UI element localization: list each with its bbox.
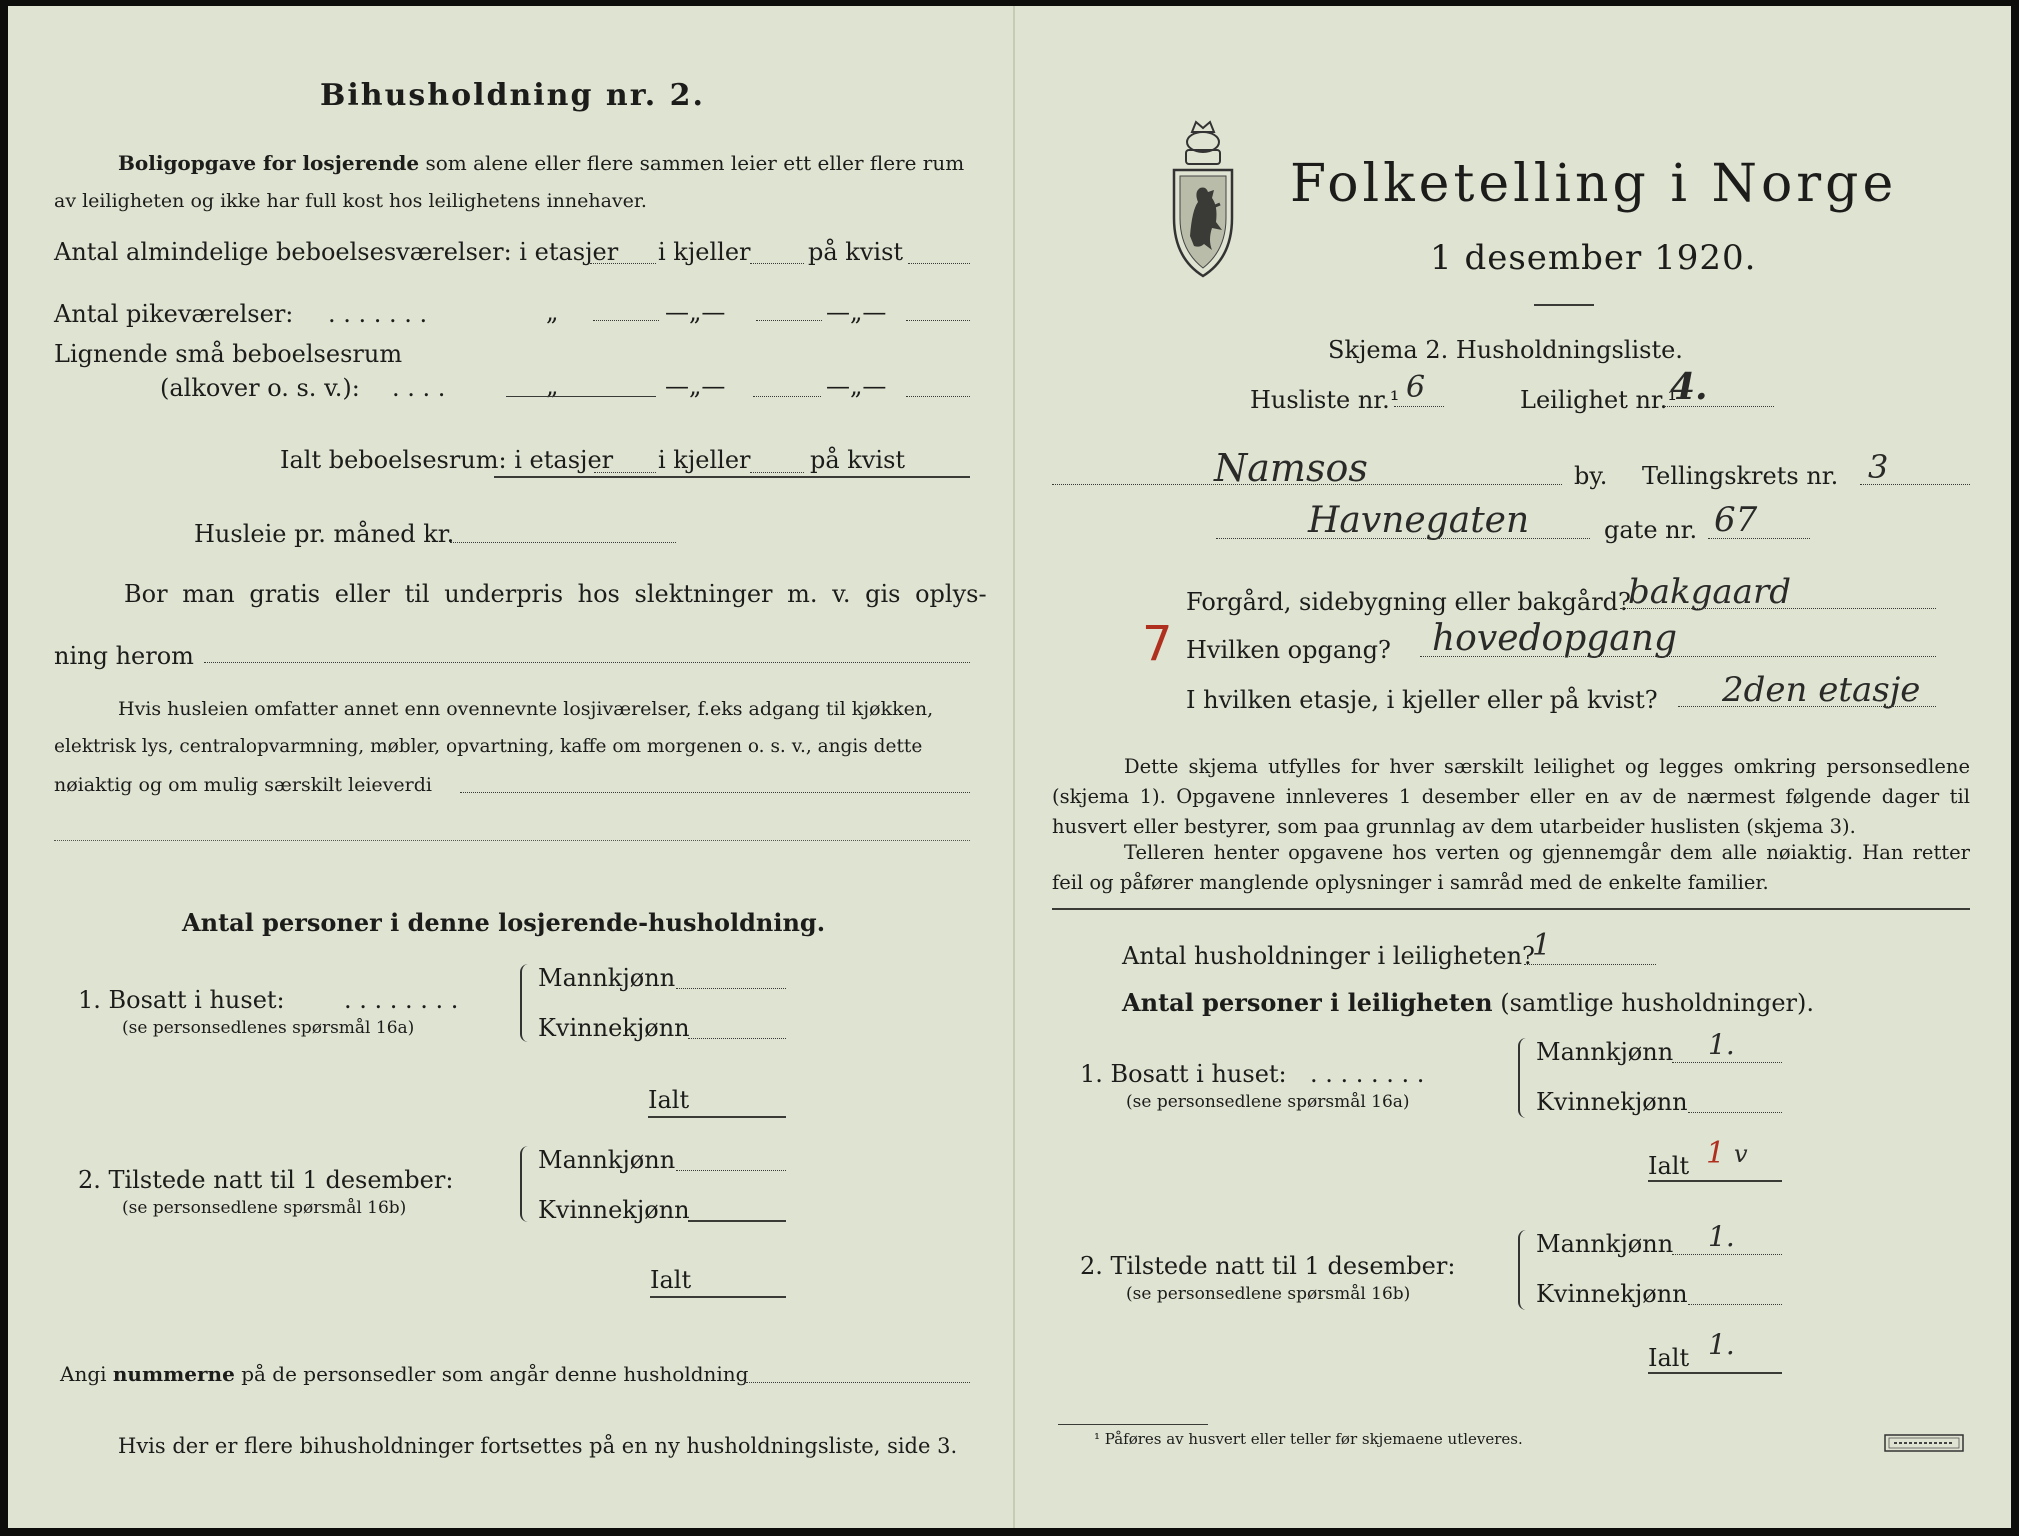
ialt-rooms-underline (494, 476, 970, 478)
opgang-line (1420, 656, 1936, 657)
bor-line2: ning herom (54, 642, 194, 670)
footnote-rule (1058, 1424, 1208, 1425)
footnote: ¹ Påføres av husvert eller teller før skjemaene utleveres. (1094, 1430, 1523, 1448)
right-bosatt-mann-value[interactable]: 1. (1708, 1028, 1735, 1061)
pike-kjeller-line[interactable] (756, 320, 822, 321)
info-paragraph (1052, 752, 1970, 842)
census-sheet (8, 6, 2011, 1528)
pike-ditto-2: —„— (665, 298, 726, 326)
right-tilstede-ialt-value[interactable]: 1. (1708, 1328, 1735, 1361)
left-footer: Hvis der er flere bihusholdninger fortsettes på en ny husholdningsliste, side 3. (118, 1434, 958, 1458)
krets-line (1860, 484, 1970, 485)
left-tilstede-brace (520, 1146, 536, 1222)
right-section-rule (1052, 908, 1970, 910)
right-persons-bold: Antal personer i leiligheten (1122, 988, 1493, 1017)
right-date: 1 desember 1920. (1430, 238, 1757, 278)
right-tilstede-ialt-line (1648, 1372, 1782, 1374)
angi-pre: Angi (60, 1362, 107, 1386)
opgang-value[interactable]: hovedopgang (1432, 618, 1678, 659)
husliste-line (1394, 406, 1444, 407)
right-bosatt-label: 1. Bosatt i huset: (1080, 1060, 1287, 1088)
rooms-kjeller-label: i kjeller (658, 238, 751, 266)
left-bosatt-ialt-label: Ialt (648, 1086, 690, 1114)
leilighet-label: Leilighet nr.¹ (1520, 386, 1678, 414)
ialt-kjeller-line[interactable] (750, 472, 804, 473)
lign-ditto-2: —„— (665, 372, 726, 400)
right-title: Folketelling i Norge (1290, 154, 1898, 214)
left-title: Bihusholdning nr. 2. (320, 78, 705, 113)
intro-line2: av leiligheten og ikke har full kost hos leilighetens innehaver. (54, 190, 647, 212)
norwegian-lion-coat-of-arms-icon (1166, 118, 1240, 280)
by-value[interactable]: Namsos (1214, 446, 1368, 490)
skjema-label: Skjema 2. Husholdningsliste. (1328, 336, 1683, 364)
left-tilstede-label: 2. Tilstede natt til 1 desember: (78, 1166, 454, 1194)
left-tilstede-kvinne-label: Kvinnekjønn (538, 1196, 690, 1224)
lign-ditto: „ (546, 372, 559, 400)
ialt-rooms-label: Ialt beboelsesrum: i etasjer (280, 446, 614, 474)
opgang-label: Hvilken opgang? (1186, 636, 1391, 664)
right-tilstede-label: 2. Tilstede natt til 1 desember: (1080, 1252, 1456, 1280)
lign-kjeller-line[interactable] (753, 396, 821, 397)
angi-text (60, 1362, 748, 1386)
right-tilstede-mann-value[interactable]: 1. (1708, 1220, 1735, 1253)
pike-label: Antal pikeværelser: (54, 300, 294, 328)
pike-etasjer-line[interactable] (593, 320, 659, 321)
etasje-line (1678, 706, 1936, 707)
right-tilstede-mann-line (1672, 1254, 1782, 1255)
info-paragraph-2 (1052, 838, 1970, 898)
hush-label: Antal husholdninger i leiligheten? (1122, 942, 1535, 970)
pike-dots: . . . . . . . (328, 300, 428, 328)
left-bosatt-dots: . . . . . . . . (344, 986, 459, 1014)
bor-line1: Bor man gratis eller til underpris hos slektninger m. v. gis oplys- (124, 580, 987, 608)
leieverdi-line[interactable] (460, 792, 970, 793)
info-line5: feil og påfører manglende oplysninger i samråd med de enkelte familier. (1052, 871, 1769, 894)
right-tilstede-kvinne-label: Kvinnekjønn (1536, 1280, 1688, 1308)
left-tilstede-sub: (se personsedlene spørsmål 16b) (122, 1198, 407, 1218)
left-bosatt-kvinne-line[interactable] (688, 1038, 786, 1039)
red-check-mark: 7 (1142, 616, 1173, 672)
info-line3: husvert eller bestyrer, som paa grunnlag av dem utarbeider huslisten (skjema 3). (1052, 815, 1856, 838)
leieverdi-line-2[interactable] (54, 840, 970, 841)
forgaard-line (1620, 608, 1936, 609)
left-bosatt-label: 1. Bosatt i huset: (78, 986, 285, 1014)
right-tilstede-kvinne-line[interactable] (1688, 1304, 1782, 1305)
right-tilstede-sub: (se personsedlene spørsmål 16b) (1126, 1284, 1411, 1304)
right-bosatt-kvinne-line[interactable] (1688, 1112, 1782, 1113)
krets-value[interactable]: 3 (1868, 448, 1889, 486)
husleie-label: Husleie pr. måned kr. (194, 520, 455, 548)
lign-kvist-line[interactable] (906, 396, 970, 397)
right-bosatt-ialt-value[interactable]: 1 (1706, 1136, 1726, 1171)
husleie-line[interactable] (450, 542, 676, 543)
etasje-value[interactable]: 2den etasje (1722, 670, 1921, 710)
gate-nr-line (1708, 538, 1810, 539)
rooms-kvist-line[interactable] (908, 263, 970, 264)
rooms-label: Antal almindelige beboelsesværelser: i etasjer (54, 238, 619, 266)
gate-value[interactable]: Havnegaten (1308, 500, 1530, 541)
right-persons-rest: (samtlige husholdninger). (1500, 989, 1815, 1017)
info-line1: Dette skjema utfylles for hver særskilt leilighet og legges omkring personsedlene (1124, 755, 1970, 778)
forgaard-label: Forgård, sidebygning eller bakgård? (1186, 588, 1631, 616)
rooms-etasjer-line[interactable] (590, 263, 656, 264)
rooms-kvist-label: på kvist (808, 238, 904, 266)
right-bosatt-kvinne-label: Kvinnekjønn (1536, 1088, 1688, 1116)
right-bosatt-dots: . . . . . . . . (1310, 1060, 1425, 1088)
hvis-line1: Hvis husleien omfatter annet enn ovennevnte losjiværelser, f.eks adgang til kjøkken, (118, 698, 934, 720)
printer-stamp-icon (1884, 1434, 1964, 1452)
right-bosatt-mann-label: Mannkjønn (1536, 1038, 1674, 1066)
left-persons-heading: Antal personer i denne losjerende-husholdning. (182, 908, 826, 937)
rooms-kjeller-line[interactable] (750, 263, 804, 264)
leilighet-line (1664, 406, 1774, 407)
right-tilstede-brace (1518, 1230, 1534, 1310)
forgaard-value[interactable]: bakgaard (1628, 572, 1791, 612)
left-bosatt-mann-line[interactable] (676, 988, 786, 989)
etasje-label: I hvilken etasje, i kjeller eller på kvist? (1186, 686, 1658, 714)
lign-label-1: Lignende små beboelsesrum (54, 340, 403, 368)
ialt-etasjer-line[interactable] (594, 472, 656, 473)
left-tilstede-mann-line[interactable] (676, 1170, 786, 1171)
gate-line (1216, 538, 1590, 539)
left-bosatt-sub: (se personsedlenes spørsmål 16a) (122, 1018, 415, 1038)
lign-dots: . . . . (392, 374, 446, 402)
left-tilstede-kvinne-line[interactable] (688, 1220, 786, 1222)
info-line2: (skjema 1). Opgavene innleveres 1 desember eller en av de nærmest følgende dager til (1052, 785, 1970, 808)
intro-line1 (118, 151, 964, 175)
angi-rest: på de personsedler som angår denne husholdning (241, 1362, 749, 1386)
left-bosatt-mann-label: Mannkjønn (538, 964, 676, 992)
hush-line (1524, 964, 1656, 965)
right-bosatt-ialt-line (1648, 1180, 1782, 1182)
angi-line[interactable] (746, 1382, 970, 1383)
husliste-value[interactable]: 6 (1406, 370, 1426, 405)
right-bosatt-sub: (se personsedlene spørsmål 16a) (1126, 1092, 1410, 1112)
lign-etasjer-line[interactable] (506, 396, 656, 397)
intro-bold: Boligopgave for losjerende (118, 151, 420, 175)
page-fold (1013, 6, 1015, 1528)
info-line4: Telleren henter opgavene hos verten og gjennemgår dem alle nøiaktig. Han retter (1124, 841, 1970, 864)
lign-label-2: (alkover o. s. v.): (160, 374, 360, 402)
left-tilstede-mann-label: Mannkjønn (538, 1146, 676, 1174)
pike-ditto-3: —„— (826, 298, 887, 326)
hvis-line3: nøiaktig og om mulig særskilt leieverdi (54, 774, 432, 796)
left-tilstede-ialt-line[interactable] (650, 1296, 786, 1298)
hvis-line2: elektrisk lys, centralopvarmning, møbler, opvartning, kaffe om morgenen o. s. v., angis dette (54, 736, 923, 757)
right-bosatt-ialt-label: Ialt (1648, 1152, 1690, 1180)
date-rule (1534, 304, 1594, 306)
left-bosatt-ialt-line[interactable] (648, 1116, 786, 1118)
leilighet-value[interactable]: 4. (1670, 366, 1708, 408)
pike-ditto: „ (546, 298, 559, 326)
ialt-kvist-label: på kvist (810, 446, 906, 474)
gate-nr-value[interactable]: 67 (1714, 500, 1758, 540)
ialt-kjeller-label: i kjeller (658, 446, 751, 474)
left-bosatt-kvinne-label: Kvinnekjønn (538, 1014, 690, 1042)
by-line (1052, 484, 1562, 485)
angi-bold: nummerne (112, 1362, 235, 1386)
right-bosatt-mann-line (1672, 1062, 1782, 1063)
right-tilstede-ialt-label: Ialt (1648, 1344, 1690, 1372)
right-bosatt-brace (1518, 1038, 1534, 1118)
husliste-label: Husliste nr.¹ (1250, 386, 1400, 414)
bor-line[interactable] (204, 662, 970, 663)
by-label: by. (1574, 462, 1608, 490)
right-tilstede-mann-label: Mannkjønn (1536, 1230, 1674, 1258)
lign-ditto-3: —„— (826, 372, 887, 400)
right-bosatt-ialt-check: v (1734, 1140, 1748, 1168)
pike-kvist-line[interactable] (906, 320, 970, 321)
left-tilstede-ialt-label: Ialt (650, 1266, 692, 1294)
left-bosatt-brace (520, 964, 536, 1042)
right-persons-heading (1122, 988, 1814, 1017)
hush-value[interactable]: 1 (1532, 928, 1552, 963)
krets-label: Tellingskrets nr. (1642, 462, 1839, 490)
intro-rest: som alene eller flere sammen leier ett eller flere rum (425, 151, 965, 175)
gate-label: gate nr. (1604, 516, 1698, 544)
